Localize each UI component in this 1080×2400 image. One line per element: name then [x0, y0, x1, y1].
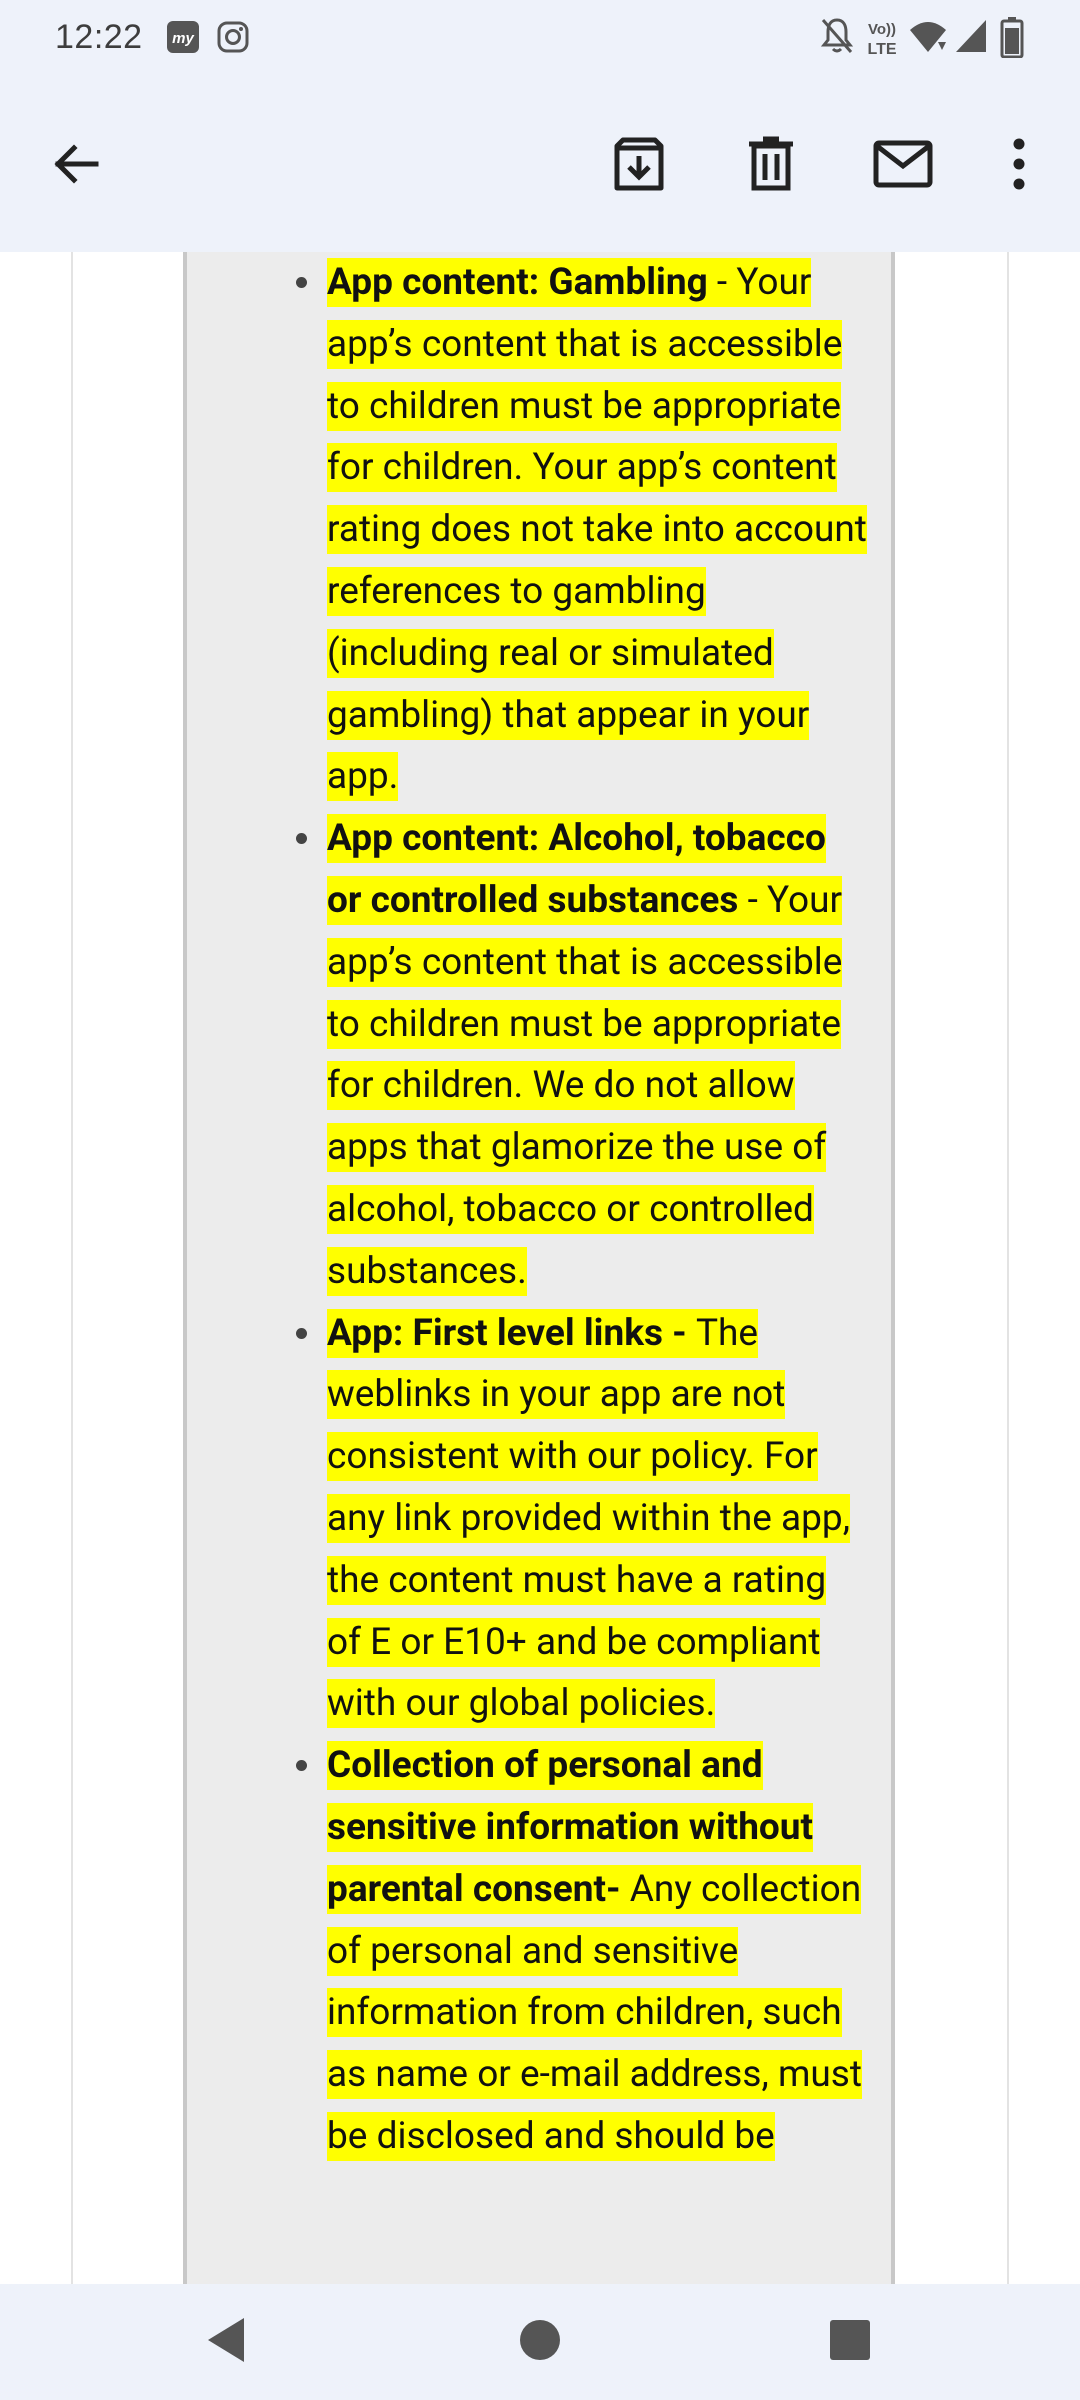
- signal-icon: [954, 16, 988, 60]
- bullet: [296, 1328, 307, 1339]
- status-bar: [0, 0, 1080, 76]
- policy-separator: [621, 1868, 630, 1911]
- volte-top-label: Vo)): [867, 21, 897, 38]
- policy-body: Your app’s content that is accessible to children must be appropriate for children. Your app’s content rating does not take into account references to gambling (including real or simulated gambling) that appear in your app.: [327, 261, 867, 799]
- more-options-button[interactable]: [979, 126, 1059, 206]
- mark-unread-icon: [873, 140, 933, 192]
- list-item: [327, 1303, 867, 1736]
- list-item: [327, 252, 867, 808]
- instagram-icon: [216, 20, 250, 58]
- policy-separator: -: [707, 261, 737, 304]
- policy-title: App: First level links -: [327, 1311, 696, 1355]
- list-item: [327, 808, 867, 1302]
- arrow-back-icon: [50, 138, 102, 194]
- battery-icon: [1000, 16, 1024, 60]
- wifi-icon: [908, 16, 948, 60]
- svg-text:my: my: [172, 30, 194, 47]
- volte-icon: [862, 16, 902, 60]
- system-navigation-bar: [0, 2284, 1080, 2400]
- highlighted-text: [327, 1309, 850, 1729]
- more-vert-icon: [1011, 138, 1027, 194]
- policy-body: Any collection of personal and sensitive information from children, such as name or e-mail address, must be disclosed and should be: [327, 1867, 862, 2158]
- archive-icon: [611, 136, 667, 196]
- policy-issues-list: [327, 252, 867, 2168]
- policy-title: App content: Gambling: [327, 261, 708, 304]
- delete-icon: [745, 136, 797, 196]
- policy-separator: -: [738, 878, 767, 922]
- email-body[interactable]: [0, 252, 1080, 2284]
- delete-button[interactable]: [731, 126, 811, 206]
- top-app-bar: [0, 76, 1080, 252]
- status-time: 12:22: [55, 18, 143, 56]
- back-button[interactable]: [36, 126, 116, 206]
- nav-recents-icon: [829, 2319, 871, 2365]
- content-border-right: [1007, 252, 1009, 2284]
- policy-title: App content: Alcohol, tobacco or controlled substances: [327, 817, 826, 922]
- mark-unread-button[interactable]: [863, 126, 943, 206]
- notifications-off-icon: [820, 16, 854, 60]
- volte-bottom-label: LTE: [867, 41, 897, 58]
- nav-recents-button[interactable]: [818, 2310, 882, 2374]
- policy-body: The weblinks in your app are not consistent with our policy. For any link provided within the app, the content must have a rating of E or E10+ and be compliant with our global policies.: [327, 1311, 850, 1726]
- content-border-left: [71, 252, 73, 2284]
- nav-back-icon: [204, 2316, 248, 2368]
- highlighted-text: [327, 814, 842, 1296]
- bullet: [296, 277, 307, 288]
- nav-home-icon: [519, 2319, 561, 2365]
- policy-title: Collection of personal and sensitive information without parental consent-: [327, 1744, 814, 1911]
- highlighted-text: [327, 1741, 862, 2161]
- archive-button[interactable]: [599, 126, 679, 206]
- nav-home-button[interactable]: [508, 2310, 572, 2374]
- nav-back-button[interactable]: [194, 2310, 258, 2374]
- highlighted-text: [327, 258, 867, 801]
- list-item: [327, 1735, 867, 2168]
- policy-body: Your app’s content that is accessible to children must be appropriate for children. We do not allow apps that glamorize the use of alcohol, tobacco or controlled substances.: [327, 878, 843, 1293]
- my-app-icon: [166, 20, 200, 58]
